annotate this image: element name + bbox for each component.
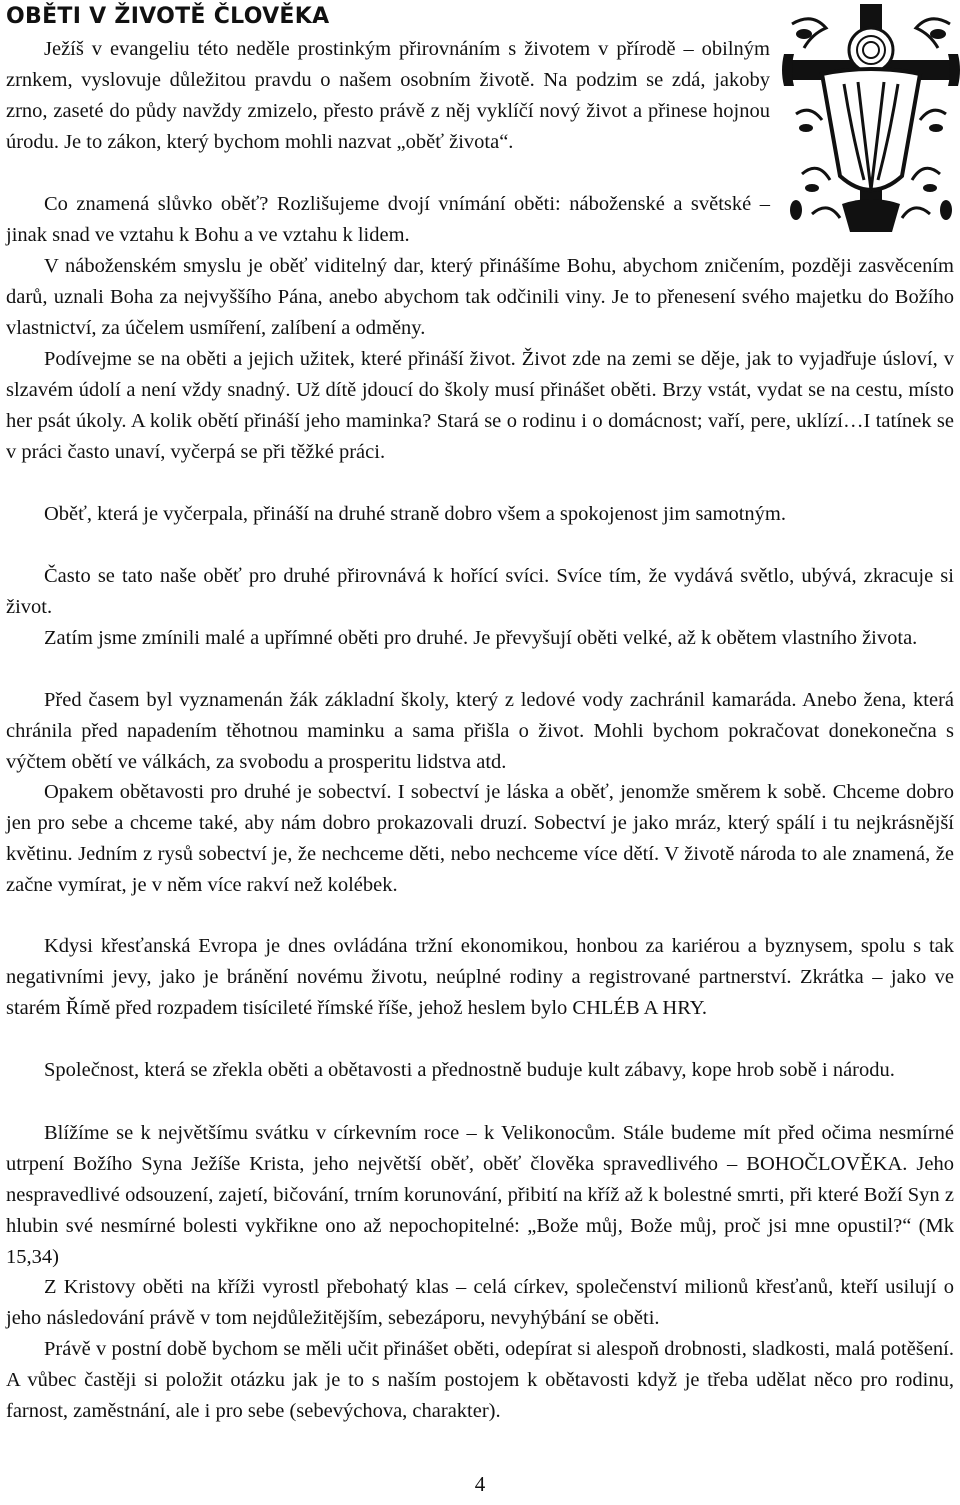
paragraph: Kdysi křesťanská Evropa je dnes ovládána tržní ekonomikou, honbou za kariérou a byznysem, spolu s tak negativními jevy, jako je bránění novému životu, neúplné rodiny a registrované partnerství. Zkrátka – jako ve starém Římě před rozpadem tisícileté římské říše, jehož heslem bylo CHLÉB A HRY. (6, 935, 954, 1019)
paragraph: Právě v postní době bychom se měli učit přinášet oběti, odepírat si alespoň drobnosti, sladkosti, malá potěšení. A vůbec častěji si položit otázku jak je to s naším postojem k obětavosti když je třeba udělat něco pro rodinu, farnost, zaměstnání, ale i pro sebe (sebevýchova, charakter). (6, 1338, 954, 1422)
paragraph: Co znamená slůvko oběť? Rozlišujeme dvojí vnímání oběti: náboženské a světské – jinak snad ve vztahu k Bohu a ve vztahu k lidem. (6, 193, 770, 246)
paragraph: Zatím jsme zmínili malé a upřímné oběti pro druhé. Je převyšují oběti velké, až k obětem vlastního života. (44, 627, 918, 649)
paragraph: Podívejme se na oběti a jejich užitek, které přináší život. Život zde na zemi se děje, jak to vyjadřuje úsloví, v slzavém údolí a není vždy snadný. Už dítě jdoucí do školy musí přinášet oběti. Brzy vstát, vydat se na cestu, místo her psát úkoly. A kolik obětí přináší jeho maminka? Stará se o rodinu i o domácnost; vaří, pere, uklízí…I tatínek se v práci často unaví, vyčerpá se při těžké práci. (6, 348, 954, 463)
paragraph: Z Kristovy oběti na kříži vyrostl přebohatý klas – celá církev, společenství milionů křesťanů, kteří usilují o jeho následování právě v tom nejdůležitějším, sebezáporu, nevyhýbání se oběti. (6, 1276, 954, 1329)
paragraph: Před časem byl vyznamenán žák základní školy, který z ledové vody zachránil kamaráda. Anebo žena, která chránila před napadením těhotnou maminku a sama přišla o život. Mohli bychom pokračovat donekonečna s výčtem obětí ve válkách, za svobodu a prosperitu lidstva atd. (6, 689, 954, 773)
paragraph: Ježíš v evangeliu této neděle prostinkým přirovnáním s životem v přírodě – obilným zrnkem, vyslovuje důležitou pravdu o našem osobním životě. Na podzim se zdá, jakoby zrno, zaseté do půdy navždy zmizelo, přesto právě z něj vyklíčí nový život a přinese hojnou úrodu. Je to zákon, který bychom mohli nazvat „oběť života“. (6, 38, 770, 153)
page-number: 4 (474, 1472, 486, 1496)
paragraph: Často se tato naše oběť pro druhé přirovnává k hořící svíci. Svíce tím, že vydává světlo, ubývá, zkracuje si život. (6, 565, 954, 618)
paragraph: Opakem obětavosti pro druhé je sobectví. I sobectví je láska a oběť, jenomže směrem k sobě. Chceme dobro jen pro sebe a chceme také, aby nám dobro prokazovali druzí. Sobectví je jako mráz, který spálí i tu nejkrásnější květinu. Jedním z rysů sobectví je, že nechceme děti, nebo nechceme více dětí. V životě národa to ale znamená, že začne vymírat, je v něm více rakví než kolébek. (6, 781, 954, 896)
paragraph: Společnost, která se zřekla oběti a obětavosti a přednostně buduje kult zábavy, kope hrob sobě i národu. (44, 1059, 895, 1081)
crucifix-illustration-icon (782, 4, 960, 232)
article-title: OBĚTI V ŽIVOTĚ ČLOVĚKA (6, 4, 330, 29)
paragraph: Oběť, která je vyčerpala, přináší na druhé straně dobro všem a spokojenost jim samotným. (44, 503, 787, 525)
paragraph: Blížíme se k největšímu svátku v církevním roce – k Velikonocům. Stále budeme mít před očima nesmírné utrpení Božího Syna Ježíše Krista, jeho největší oběť, oběť člověka spravedlivého – BOHOČLOVĚKA. Jeho nespravedlivé odsouzení, zajetí, bičování, trním korunování, přibití na kříž až k bolestné smrti, při které Boží Syn z hlubin své nesmírné bolesti vykřikne ono až nepochopitelné: „Bože můj, Bože můj, proč jsi mne opustil?“ (Mk 15,34) (6, 1122, 954, 1268)
paragraph: V náboženském smyslu je oběť viditelný dar, který přinášíme Bohu, abychom zničením, později zasvěcením darů, uznali Boha za nejvyššího Pána, anebo abychom tak odčinili viny. Je to přenesení svého majetku do Božího vlastnictví, za účelem usmíření, zalíbení a odměny. (6, 255, 954, 339)
